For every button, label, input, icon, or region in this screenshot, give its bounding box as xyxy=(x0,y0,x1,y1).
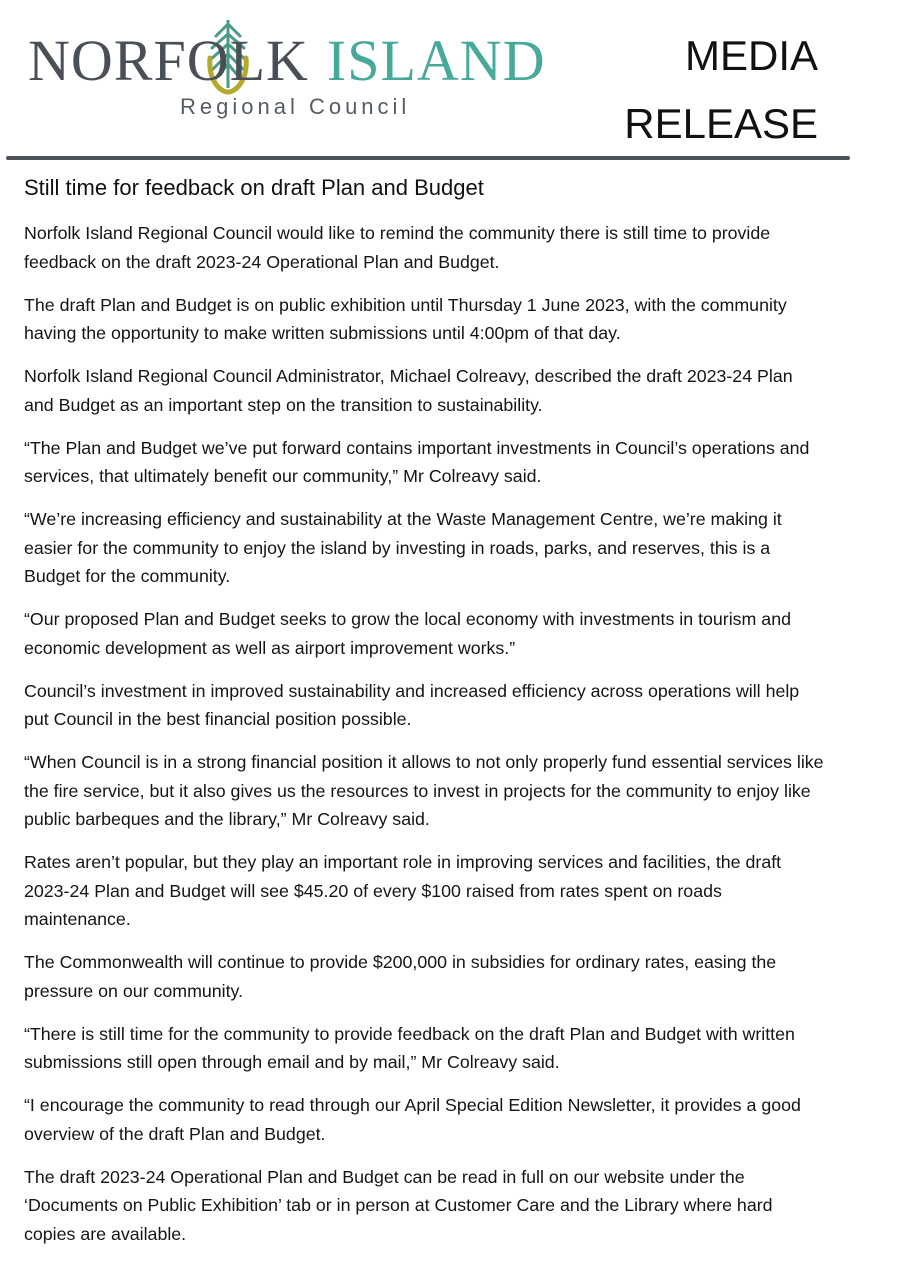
council-logo xyxy=(28,14,588,124)
article-paragraph: “Our proposed Plan and Budget seeks to grow the local economy with investments in tourism and economic development as well as airport improvement works.” xyxy=(24,609,791,658)
article-paragraph: “The Plan and Budget we’ve put forward contains important investments in Council’s operations and services, that ultimately benefit our community,” Mr Colreavy said. xyxy=(24,437,810,486)
media-release-label xyxy=(598,22,818,158)
article-paragraph: Norfolk Island Regional Council would like to remind the community there is still time to provide feedback on the draft 2023-24 Operational Plan and Budget. xyxy=(24,223,771,272)
logo-subtitle: Regional Council xyxy=(180,94,411,119)
article-paragraph: The draft Plan and Budget is on public exhibition until Thursday 1 June 2023, with the community having the opportunity to make written submissions until 4:00pm of that day. xyxy=(24,294,787,343)
article-paragraph: Rates aren’t popular, but they play an important role in improving services and facilities, the draft 2023-24 Plan and Budget will see $45.20 of every $100 raised from rates spent on roads maintenance. xyxy=(24,852,782,929)
logo-wordmark xyxy=(28,30,546,92)
article-paragraph: “I encourage the community to read through our April Special Edition Newsletter, it provides a good overview of the draft Plan and Budget. xyxy=(24,1095,801,1144)
header-divider xyxy=(6,156,850,160)
logo-word-norfolk: NORFOLK xyxy=(28,28,309,93)
page-header xyxy=(0,0,900,160)
article-paragraph: Council’s investment in improved sustainability and increased efficiency across operations will help put Council in the best financial position possible. xyxy=(24,680,800,729)
article-paragraph: “When Council is in a strong financial position it allows to not only properly fund essential services like the fire service, but it also gives us the resources to invest in projects for the community to enjoy like public barbeques and the library,” Mr Colreavy said. xyxy=(24,752,824,829)
article-paragraph: Norfolk Island Regional Council Administrator, Michael Colreavy, described the draft 2023-24 Plan and Budget as an important step on the transition to sustainability. xyxy=(24,366,793,415)
media-release-line-1: MEDIA xyxy=(684,32,818,79)
article-paragraph: “There is still time for the community to provide feedback on the draft Plan and Budget with written submissions still open through email and by mail,” Mr Colreavy said. xyxy=(24,1023,795,1072)
article-body xyxy=(24,174,824,1263)
article-paragraph: “We’re increasing efficiency and sustainability at the Waste Management Centre, we’re making it easier for the community to enjoy the island by investing in roads, parks, and reserves, this is a Budget for the community. xyxy=(24,509,782,586)
article-paragraph: The draft 2023-24 Operational Plan and Budget can be read in full on our website under the ‘Documents on Public Exhibition’ tab or in person at Customer Care and the Library where hard copies are available. xyxy=(24,1166,773,1244)
article-headline: Still time for feedback on draft Plan and Budget xyxy=(24,175,484,200)
logo-word-island: ISLAND xyxy=(326,28,546,93)
article-paragraph: The Commonwealth will continue to provide $200,000 in subsidies for ordinary rates, easing the pressure on our community. xyxy=(24,952,777,1001)
media-release-line-2: RELEASE xyxy=(624,100,818,147)
